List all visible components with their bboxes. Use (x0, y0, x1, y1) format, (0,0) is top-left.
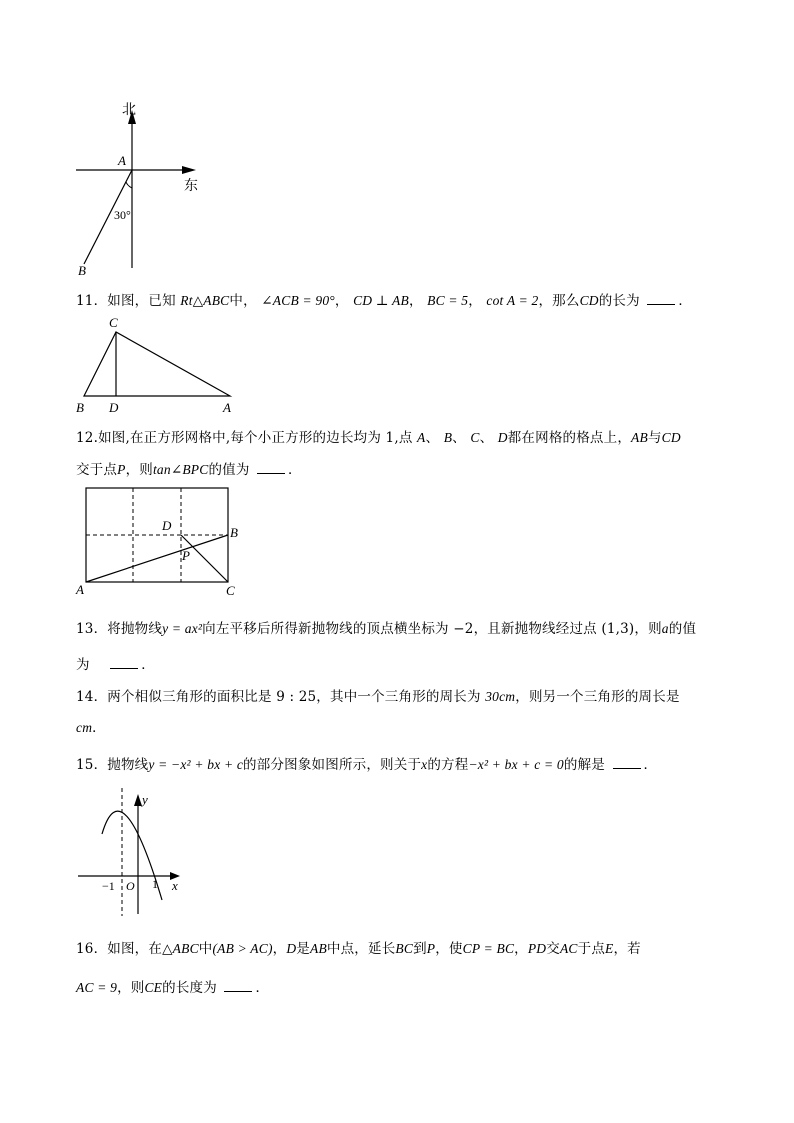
question-13-line1: 13．将抛物线y = ax²向左平移后所得新抛物线的顶点横坐标为 −2，且新抛物线经过点 (1,3)，则a的值 (76, 621, 697, 637)
answer-blank-13 (110, 658, 138, 669)
triangle-figure (72, 312, 242, 420)
point-a-label: A (118, 153, 126, 168)
question-13-line2: 为 ． (76, 657, 155, 673)
point-a-label: A (223, 400, 231, 415)
point-d-label: D (162, 518, 172, 533)
tick-neg1-label: −1 (102, 879, 115, 893)
east-label: 东 (184, 179, 198, 194)
question-11: 11．如图，已知 Rt△ABC中， ∠ACB = 90°， CD ⊥ AB， BC = 5， cot A = 2，那么CD的长为 ． (76, 293, 693, 309)
point-c-label: C (109, 315, 118, 330)
point-b-label: B (76, 400, 84, 415)
north-label: 北 (122, 103, 136, 118)
point-p-label: P (182, 548, 190, 563)
answer-blank-15 (613, 758, 641, 769)
answer-blank-11 (647, 294, 675, 305)
compass-figure (70, 96, 210, 281)
grid-figure (72, 482, 252, 602)
answer-blank-12 (257, 463, 285, 474)
question-15: 15．抛物线y = −x² + bx + c的部分图象如图所示，则关于x的方程−x² + bx + c = 0的解是 ． (76, 757, 658, 773)
question-16-line1: 16．如图，在△ABC中(AB > AC)，D是AB中点，延长BC到P，使CP = BC，PD交AC于点E，若 (76, 941, 641, 957)
point-d-label: D (109, 400, 119, 415)
parabola-figure (72, 784, 192, 920)
question-12-line2: 交于点P，则tan∠BPC的值为 ． (76, 462, 302, 478)
point-b-label: B (78, 263, 86, 278)
x-axis-label: x (172, 878, 178, 893)
point-c-label: C (226, 583, 235, 598)
point-b-label: B (230, 525, 238, 540)
answer-blank-16 (224, 981, 252, 992)
point-a-label: A (76, 582, 84, 597)
question-12-line1: 12.如图,在正方形网格中,每个小正方形的边长均为 1,点 A、 B、 C、 D都在网格的格点上，AB与CD (76, 430, 681, 446)
question-14-line2: cm． (76, 720, 106, 736)
question-16-line2: AC = 9，则CE的长度为 ． (76, 980, 270, 996)
angle-label: 30° (114, 208, 131, 222)
question-14-line1: 14．两个相似三角形的面积比是 9 : 25，其中一个三角形的周长为 30cm，则另一个三角形的周长是 (76, 689, 680, 705)
tick-1-label: 1 (152, 877, 158, 891)
origin-label: O (126, 879, 135, 893)
y-axis-label: y (142, 792, 148, 807)
